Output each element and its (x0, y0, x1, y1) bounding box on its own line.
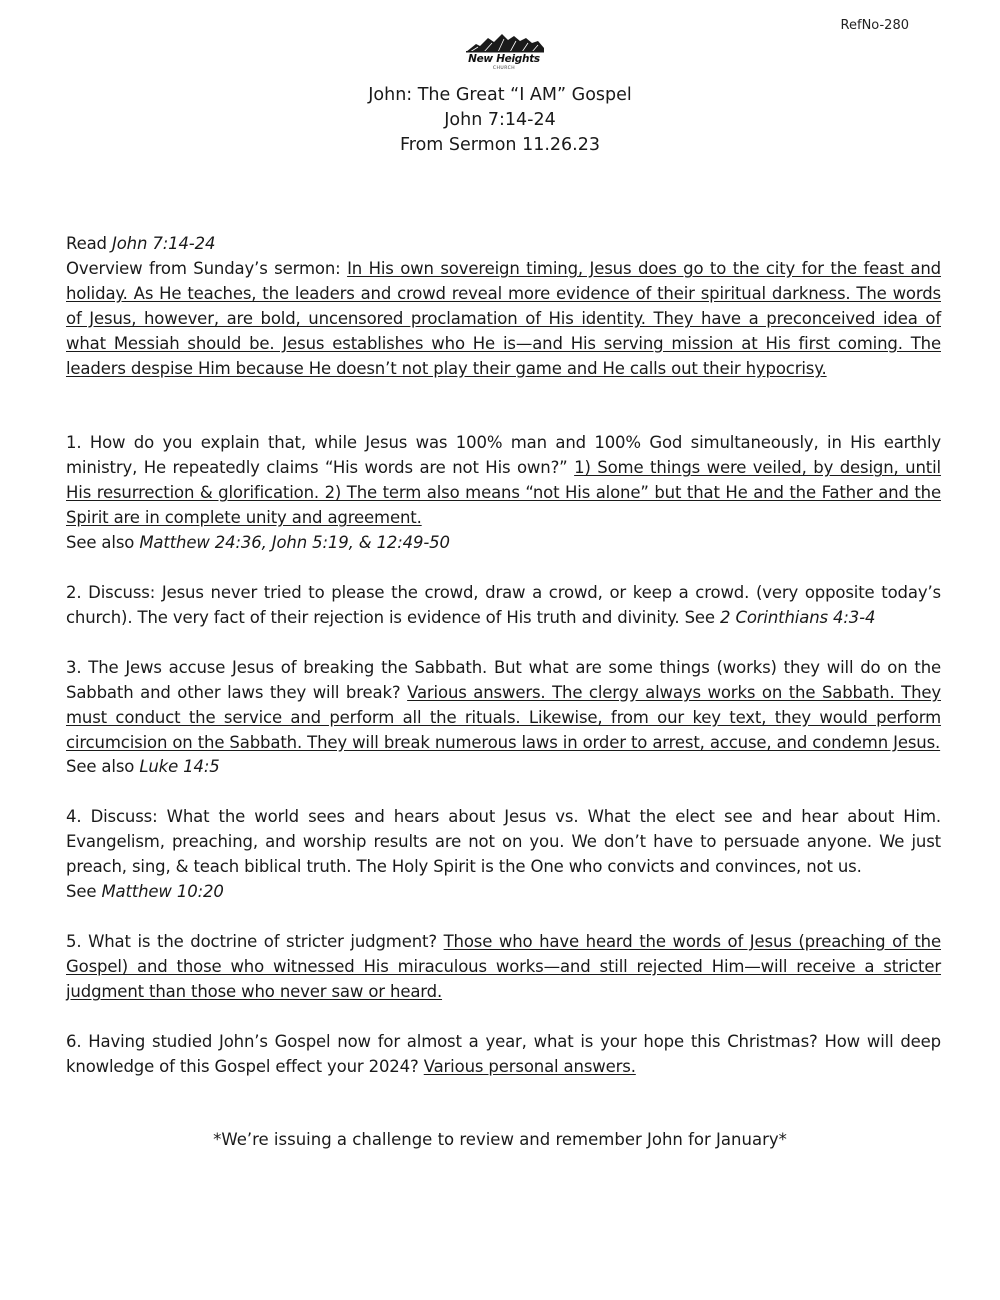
see-line (66, 880, 941, 905)
see-label: See also (66, 757, 135, 777)
overview-paragraph (66, 257, 941, 382)
read-line (66, 232, 941, 257)
question-2 (66, 581, 941, 631)
see-label: See also (66, 533, 135, 553)
question-text: 1. How do you explain that, while Jesus was 100% man and 100% God simultaneously, in His earthly ministry, He repeatedly claims “His words are not His own?” (66, 433, 941, 478)
mountain-range-icon (462, 32, 546, 54)
church-logo (462, 32, 546, 74)
scripture-refs: Matthew 10:20 (101, 882, 224, 902)
overview-label: Overview from Sunday’s sermon: (66, 258, 341, 278)
document-header (0, 83, 1000, 158)
logo-subtext: CHURCH (492, 66, 516, 71)
sermon-date: From Sermon 11.26.23 (399, 135, 601, 155)
passage-title: John 7:14-24 (444, 110, 556, 130)
answer-text: Those who have heard the words of Jesus (preaching of the Gospel) and those who witnessed His miraculous works—and still rejected Him—will receive a stricter judgment than those who never saw or heard. (66, 931, 941, 1001)
question-text: 4. Discuss: What the world sees and hears about Jesus vs. What the elect see and hear about Him. Evangelism, preaching, and worship results are not on you. We don’t have to persuade anyone. We just preach, sing, & teach biblical truth. The Holy Spirit is the One who convicts and convinces, not us. (66, 807, 941, 877)
question-4 (66, 805, 941, 880)
reference-number: RefNo-280 (840, 18, 909, 33)
question-6 (66, 1030, 941, 1080)
scripture-refs: 2 Corinthians 4:3-4 (720, 607, 876, 627)
series-title: John: The Great “I AM” Gospel (368, 85, 632, 105)
question-text: 2. Discuss: Jesus never tried to please the crowd, draw a crowd, or keep a crowd. (very opposite today’s church). The very fact of their rejection is evidence of His truth and divinity. See (66, 582, 941, 627)
logo-wordmark: New Heights (468, 53, 540, 65)
see-also-line (66, 755, 941, 780)
question-text: 5. What is the doctrine of stricter judgment? (66, 931, 437, 951)
read-reference: John 7:14-24 (111, 234, 216, 253)
question-3 (66, 656, 941, 756)
answer-text: Various personal answers. (423, 1056, 636, 1076)
question-1 (66, 431, 941, 531)
question-text: 6. Having studied John’s Gospel now for almost a year, what is your hope this Christmas? How will deep knowledge of this Gospel effect your 2024? (66, 1031, 941, 1076)
study-guide-body (66, 232, 941, 1079)
question-5 (66, 930, 941, 1005)
see-label: See (66, 882, 97, 902)
scripture-refs: Matthew 24:36, John 5:19, & 12:49-50 (139, 533, 450, 553)
overview-text: In His own sovereign timing, Jesus does go to the city for the feast and holiday. As He teaches, the leaders and crowd reveal more evidence of their spiritual darkness. The words of Jesus, however, are bold, uncensored proclamation of His identity. They have a preconceived idea of what Messiah should be. Jesus establishes who He is—and His serving mission at His first coming. The leaders despise Him because He doesn’t not play their game and He calls out their hypocrisy. (66, 258, 941, 378)
see-also-line (66, 531, 941, 556)
scripture-refs: Luke 14:5 (139, 757, 220, 777)
question-text: 3. The Jews accuse Jesus of breaking the Sabbath. But what are some things (works) they will do on the Sabbath and other laws they will break? (66, 657, 941, 702)
read-label: Read (66, 234, 107, 253)
challenge-footer: *We’re issuing a challenge to review and remember John for January* (213, 1130, 787, 1149)
answer-text: Various answers. The clergy always works on the Sabbath. They must conduct the service and perform all the rituals. Likewise, from our key text, they would perform circumcision on the Sabbath. They will break numerous laws in order to arrest, accuse, and condemn Jesus. (66, 682, 941, 752)
answer-text: 1) Some things were veiled, by design, until His resurrection & glorification. 2) The term also means “not His alone” but that He and the Father and the Spirit are in complete unity and agreement. (66, 458, 941, 528)
